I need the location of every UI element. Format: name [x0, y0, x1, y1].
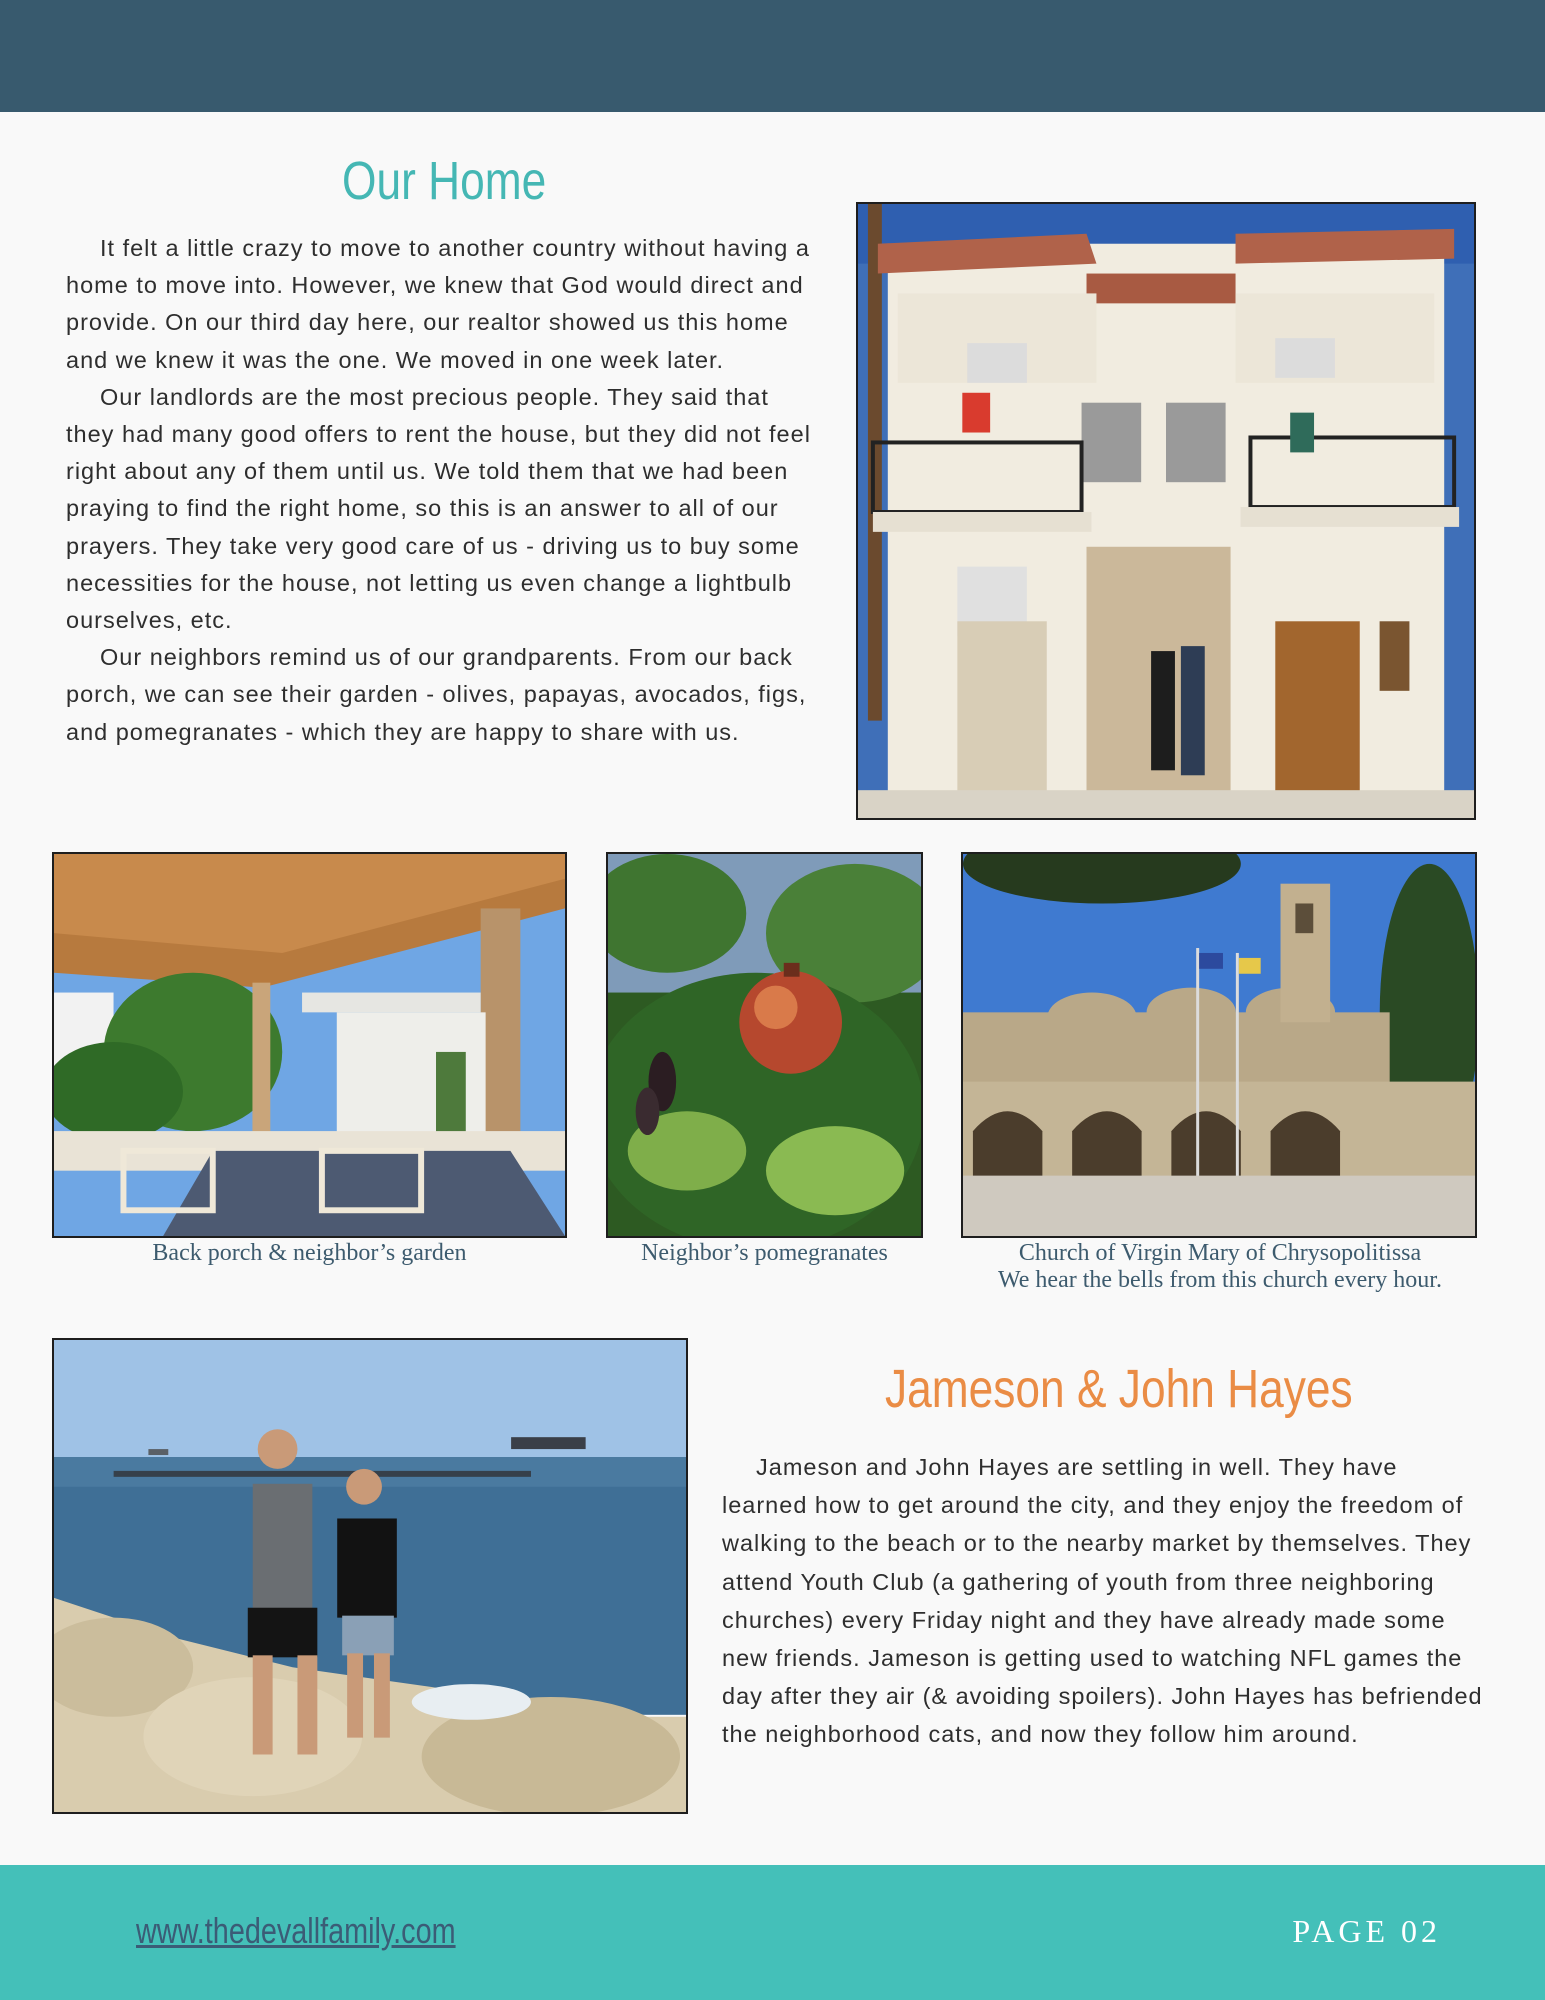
our-home-paragraph-3: Our neighbors remind us of our grandparents. From our back porch, we can see their garden - olives, papayas, avocados, figs, and pomegranates - which they are happy to share with us.	[66, 644, 807, 745]
our-home-paragraph-2: Our landlords are the most precious people. They said that they had many good offers to rent the house, but they did not feel right about any of them until us. We told them that we had been praying to find the right home, so this is an answer to all of our prayers. They take very good care of us - driving us to buy some necessities for the house, not letting us even change a lightbulb ourselves, etc.	[66, 383, 811, 634]
website-link[interactable]: www.thedevallfamily.com	[136, 1910, 456, 1951]
back-porch-caption: Back porch & neighbor’s garden	[152, 1240, 467, 1266]
boys-text	[722, 1448, 1490, 1754]
our-home-text	[66, 230, 821, 751]
back-porch-photo	[52, 852, 567, 1238]
our-home-title: Our Home	[342, 151, 547, 211]
church-caption	[950, 1240, 1490, 1294]
our-home-paragraph-1: It felt a little crazy to move to another country without having a home to move into. However, we knew that God would direct and provide. On our third day here, our realtor showed us this home and we knew it was the one. We moved in one week later.	[66, 235, 810, 373]
church-caption-line-1: Church of Virgin Mary of Chrysopolitissa	[1018, 1240, 1422, 1266]
beach-photo	[52, 1338, 688, 1814]
church-caption-line-2: We hear the bells from this church every hour.	[998, 1267, 1442, 1293]
house-photo	[856, 202, 1476, 820]
header-bar	[0, 0, 1545, 112]
pomegranate-photo	[606, 852, 923, 1238]
jameson-john-hayes-title: Jameson & John Hayes	[885, 1359, 1353, 1419]
page-number: PAGE 02	[1292, 1913, 1441, 1949]
church-photo	[961, 852, 1477, 1238]
boys-paragraph: Jameson and John Hayes are settling in well. They have learned how to get around the city, and they enjoy the freedom of walking to the beach or to the nearby market by themselves. They attend Youth Club (a gathering of youth from three neighboring churches) every Friday night and they have already made some new friends. Jameson is getting used to watching NFL games the day after they air (& avoiding spoilers). John Hayes has befriended the neighborhood cats, and now they follow him around.	[722, 1454, 1483, 1748]
pomegranates-caption: Neighbor’s pomegranates	[641, 1240, 888, 1266]
